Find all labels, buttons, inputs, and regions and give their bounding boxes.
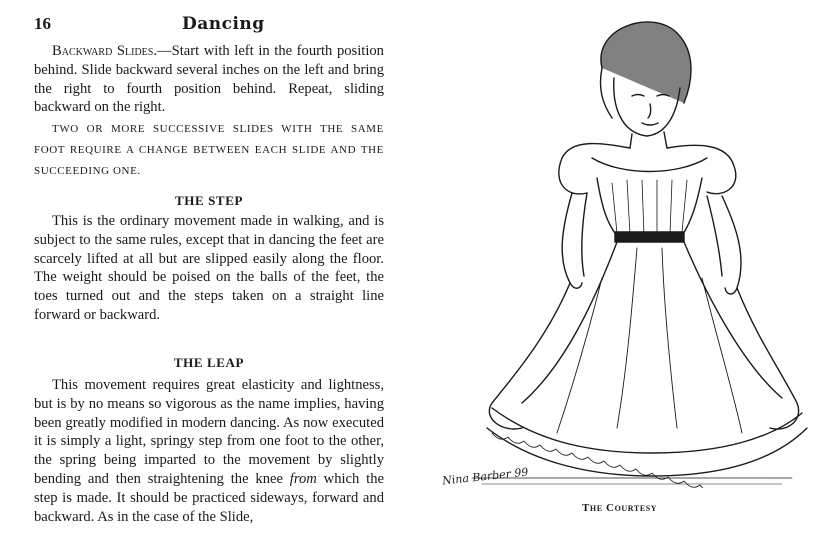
page-number: 16: [34, 14, 51, 33]
the-step-heading: THE STEP: [174, 193, 244, 208]
the-leap-section: [34, 376, 384, 526]
backward-slides-note: TWO OR MORE SUCCESSIVE SLIDES WITH THE SAME FOOT REQUIRE A CHANGE BETWEEN EACH SLIDE AND THE SUCCEEDING ONE.: [34, 123, 384, 178]
artist-signature: Nina Barber 99: [441, 465, 529, 488]
illustration-caption: The Courtesy: [582, 502, 658, 514]
the-step-section: [34, 212, 384, 325]
courtesy-illustration: [452, 8, 812, 488]
right-page: [412, 0, 813, 554]
backward-slides-paragraph: [34, 42, 384, 117]
the-leap-heading: THE LEAP: [173, 355, 245, 370]
running-head: Dancing: [182, 14, 265, 34]
the-leap-heading-wrap: [34, 355, 384, 371]
backward-slides-section: [34, 42, 384, 182]
the-step-heading-wrap: [34, 193, 384, 209]
backward-slides-text: —Start with left in the fourth position behind. Slide backward several inches on the left and bring the right to fourth position behind. Repeat, sliding backward on the right.: [34, 43, 384, 116]
the-leap-text-emph: from: [289, 470, 317, 487]
the-step-paragraph: This is the ordinary movement made in walking, and is subject to the same rules, except that in dancing the feet are scarcely lifted at all but are slipped easily along the floor. The weight should be poised on the balls of the feet, the toes turned out and the steps taken on a straight line forward or backward.: [34, 213, 384, 323]
the-leap-paragraph: [34, 376, 384, 526]
the-leap-text-before: This movement requires great elasticity and lightness, but is by no means so vigorous as the name implies, having been greatly modified in modern dancing. As now executed it is simply a light, springy step from one foot to the other, the spring being imparted to the movement by slightly bending and then straightening the knee: [34, 377, 384, 487]
the-leap-text-after: which the step is made. It should be practiced sideways, forward and backward. As in the case of the Slide,: [34, 470, 384, 525]
backward-slides-title: Backward Slides.: [52, 43, 157, 59]
